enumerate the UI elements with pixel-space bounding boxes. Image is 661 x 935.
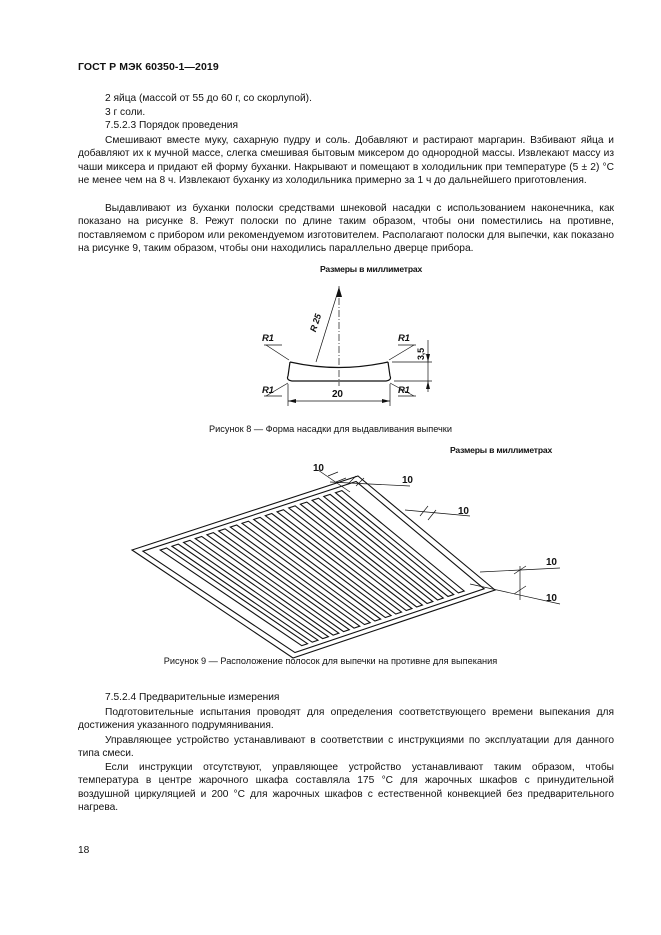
figure9-dim-top-right: 10	[402, 475, 413, 486]
paragraph-mixing: Смешивают вместе муку, сахарную пудру и соль. Добавляют и растирают маргарин. Взбивают яйца и добавляют их к мучной массе, слегка смешивая бытовым миксером до однородной массы. Извлекают массу из чаши миксера и придают ей форму буханки. Накрывают и помещают в холодильник при температуре (5 ± 2) °С не менее чем на 8 ч. Извлекают буханку из холодильника примерно за 1 ч до дальнейшего приготовления.	[78, 135, 614, 187]
figure8-height-label: 3,5	[416, 348, 426, 360]
figure8-r1-right-top: R1	[398, 333, 410, 344]
baking-strip	[160, 548, 307, 646]
figure8-r1-left-bottom: R1	[262, 385, 274, 396]
baking-strip	[312, 498, 443, 600]
baking-strip	[207, 533, 349, 632]
dim-tick	[328, 472, 338, 476]
ingredient-eggs: 2 яйца (массой от 55 до 60 г, со скорлупой).	[105, 93, 312, 104]
baking-strip	[195, 536, 339, 635]
dim-tick	[420, 506, 428, 516]
baking-strip	[242, 521, 381, 621]
figure8-r1-left-top: R1	[262, 333, 274, 344]
figure9-dims-note: Размеры в миллиметрах	[450, 445, 553, 455]
ingredient-salt: 3 г соли.	[105, 107, 146, 118]
figure9-dim-right-lower: 10	[546, 593, 557, 604]
figure8-width-label: 20	[332, 389, 343, 400]
baking-strip	[324, 494, 454, 596]
baking-strip	[335, 491, 464, 593]
figure8-r1-right-bottom: R1	[398, 385, 410, 396]
baking-strip	[230, 525, 370, 625]
paragraph-no-instructions: Если инструкции отсутствуют, управляющее устройство устанавливают таким образом, чтобы температура в центре жарочного шкафа составляла 175 °С для жарочных шкафов с принудительной воздушной циркуляцией и 200 °С для жарочных шкафов с естественной конвекцией без предварительного нагрева.	[78, 762, 614, 814]
figure9-dim-top-left: 10	[313, 463, 324, 474]
baking-strip	[277, 510, 412, 611]
section-heading-7523: 7.5.2.3 Порядок проведения	[105, 120, 238, 131]
page-number: 18	[78, 845, 90, 856]
paragraph-extrude: Выдавливают из буханки полоски средствами шнековой насадки с использованием наконечника, как показано на рисунке 8. Режут полоски по длине таким образом, чтобы они поместились на противне, поставляемом с прибором или рекомендуемом изготовителем. Располагают полоски для выпечки, как показано на рисунке 9, таким образом, чтобы они находились параллельно дверце прибора.	[78, 203, 614, 255]
dim-tick	[428, 510, 436, 520]
baking-strip	[289, 506, 423, 607]
baking-strip	[254, 517, 391, 617]
figure8-caption: Рисунок 8 — Форма насадки для выдавливания выпечки	[209, 424, 452, 434]
figure9-dim-right-upper: 10	[546, 557, 557, 568]
baking-strip	[219, 529, 360, 628]
baking-strip	[265, 514, 401, 614]
section-heading-7524: 7.5.2.4 Предварительные измерения	[105, 692, 280, 703]
paragraph-control: Управляющее устройство устанавливают в соответствии с инструкциями по эксплуатации для данного типа смеси.	[78, 735, 614, 760]
paragraph-preliminary: Подготовительные испытания проводят для определения соответствующего времени выпекания для достижения указанного подрумянивания.	[78, 707, 614, 732]
figure9-dim-mid: 10	[458, 506, 469, 517]
document-header: ГОСТ Р МЭК 60350-1—2019	[78, 61, 219, 73]
figure8-radius-label: R 25	[308, 312, 324, 334]
tray-outline	[132, 476, 495, 658]
figure8-dims-note: Размеры в миллиметрах	[320, 264, 423, 274]
baking-strip	[172, 544, 318, 642]
baking-strip	[184, 540, 329, 638]
figure9-caption: Рисунок 9 — Расположение полосок для выпечки на противне для выпекания	[163, 656, 498, 666]
baking-strip	[300, 502, 432, 603]
